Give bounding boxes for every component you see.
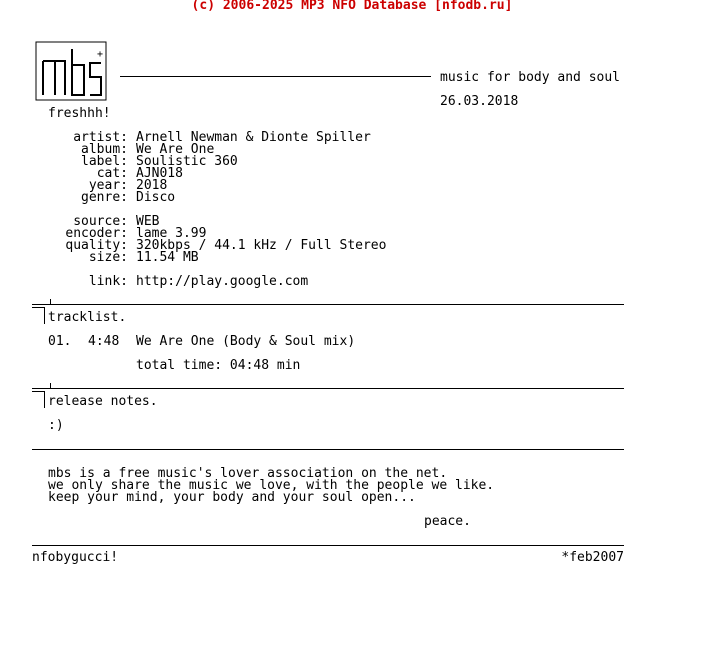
total-time: total time: 04:48 min (136, 358, 301, 373)
source-label: source: (73, 214, 128, 229)
about-rule (32, 449, 624, 450)
quality-label: quality: (65, 238, 128, 253)
intro-text: freshhh! (48, 106, 111, 121)
track-title: We Are One (Body & Soul mix) (136, 334, 356, 349)
about-line: mbs is a free music's lover association on the net. (48, 466, 448, 481)
year-label: year: (88, 178, 128, 193)
mbs-logo (35, 41, 107, 101)
tagline: music for body and soul (440, 70, 621, 85)
genre-value: Disco (136, 190, 176, 205)
album-label: album: (81, 142, 128, 157)
svg-text:+: + (97, 49, 104, 60)
release-notes-text: :) (48, 418, 64, 433)
genre-label: genre: (81, 190, 128, 205)
footer-credit: nfobygucci! (32, 550, 119, 565)
footer-date: *feb2007 (561, 550, 624, 565)
size-label: size: (88, 250, 128, 265)
quality-value: 320kbps / 44.1 kHz / Full Stereo (136, 238, 387, 253)
label-value: Soulistic 360 (136, 154, 238, 169)
section-bracket (44, 391, 45, 408)
header-rule (120, 76, 431, 77)
footer-rule (32, 545, 624, 546)
artist-value: Arnell Newman & Dionte Spiller (136, 130, 371, 145)
album-value: We Are One (136, 142, 215, 157)
release-notes-title: release notes. (48, 394, 158, 409)
cat-value: AJN018 (136, 166, 183, 181)
section-bracket-top (32, 307, 44, 308)
label-label: label: (81, 154, 128, 169)
tracklist-title: tracklist. (48, 310, 127, 325)
link-value[interactable]: http://play.google.com (136, 274, 309, 289)
link-label: link: (88, 274, 128, 289)
section-bracket-top (32, 391, 44, 392)
site-header: (c) 2006-2025 MP3 NFO Database [nfodb.ru] (191, 0, 513, 13)
peace-text: peace. (424, 514, 471, 529)
size-value: 11.54 MB (136, 250, 199, 265)
encoder-label: encoder: (65, 226, 128, 241)
about-line: we only share the music we love, with the people we like. (48, 478, 495, 493)
section-bracket (44, 307, 45, 324)
about-line: keep your mind, your body and your soul open... (48, 490, 416, 505)
cat-label: cat: (96, 166, 128, 181)
notes-rule (32, 388, 624, 389)
track-number: 01. (48, 334, 72, 349)
artist-label: artist: (73, 130, 128, 145)
tracklist-rule (32, 304, 624, 305)
track-time: 4:48 (88, 334, 120, 349)
year-value: 2018 (136, 178, 168, 193)
release-date: 26.03.2018 (440, 94, 519, 109)
source-value: WEB (136, 214, 160, 229)
encoder-value: lame 3.99 (136, 226, 207, 241)
